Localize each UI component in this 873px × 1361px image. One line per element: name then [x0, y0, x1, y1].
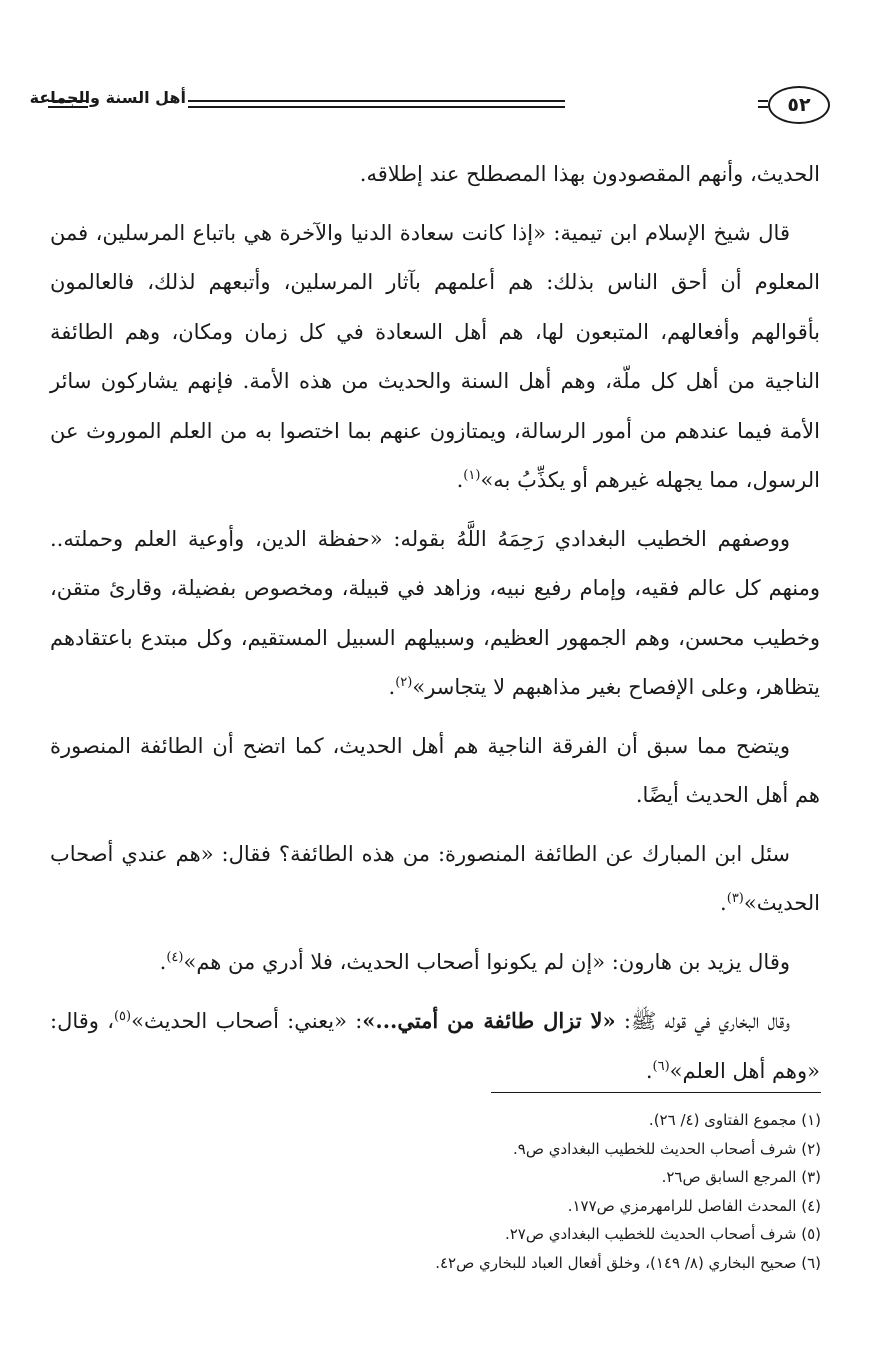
footnote-ref[interactable]: (٥): [113, 1009, 132, 1024]
paragraph-text: سئل ابن المبارك عن الطائفة المنصورة: من هذه الطائفة؟ فقال: «هم عندي أصحاب الحديث»: [50, 841, 820, 915]
footnote-ref[interactable]: (٦): [652, 1058, 670, 1074]
footnote: (٢) شرف أصحاب الحديث للخطيب البغدادي ص٩.: [513, 1139, 821, 1158]
footnote: (٤) المحدث الفاصل للرامهرمزي ص١٧٧.: [567, 1196, 821, 1215]
footnote: (٥) شرف أصحاب الحديث للخطيب البغدادي ص٢٧.: [504, 1225, 821, 1243]
paragraph-text: ويتضح مما سبق أن الفرقة الناجية هم أهل الحديث، كما اتضح أن الطائفة المنصورة هم أهل الحديث أيضًا.: [50, 733, 820, 807]
paragraph: [50, 722, 820, 821]
header-rule: [48, 100, 88, 108]
paragraph-text: : «يعني: أصحاب الحديث»: [131, 1009, 363, 1033]
page-header: [29, 86, 830, 130]
paragraph: [50, 515, 820, 713]
footnote: (٣) المرجع السابق ص٢٦.: [661, 1168, 821, 1186]
footnote-ref[interactable]: (٤): [166, 949, 184, 965]
paragraph: [50, 938, 820, 988]
paragraph-tail: .: [720, 891, 727, 915]
footnote-ref[interactable]: (٢): [395, 675, 413, 690]
hadith-quote: «لا تزال طائفة من أمتي...»: [362, 1008, 616, 1033]
footnote-ref[interactable]: (١): [463, 468, 481, 483]
paragraph-text: قال شيخ الإسلام ابن تيمية: «إذا كانت سعادة الدنيا والآخرة هي باتباع المرسلين، فمن المعلوم أن أحق الناس بذلك: هم أعلمهم بآثار المرسلين، وأتبعهم لذلك، فالعالمون بأقوالهم وأفعالهم، المتبعون لها، هم أهل السعادة في كل زمان ومكان، وهم الطائفة الناجية من أهل كل ملّة، وهم أهل السنة والحديث من هذه الأمة. فإنهم يشاركون سائر الأمة فيما عندهم من أمور الرسالة، ويمتازون عنهم بما اختصوا به من العلم الموروث عن الرسول، مما يجهله غيرهم أو يكذِّبُ به»: [50, 220, 820, 492]
paragraph-tail: .: [388, 675, 396, 699]
paragraph-tail: .: [645, 1058, 653, 1083]
footnote-separator: [491, 1092, 821, 1093]
footnotes: [51, 1106, 821, 1277]
paragraph: [50, 996, 820, 1096]
footnote-ref[interactable]: (٣): [726, 891, 744, 906]
paragraph: [50, 150, 820, 200]
main-text: [50, 150, 820, 1105]
paragraph-text: الحديث، وأنهم المقصودون بهذا المصطلح عند إطلاقه.: [359, 162, 820, 186]
paragraph-text: وقال البخاري في قوله ﷺ:: [615, 1009, 790, 1033]
running-title: أهل السنة والجماعة: [29, 88, 186, 107]
footnote: (١) مجموع الفتاوى (٤/ ٢٦).: [648, 1111, 821, 1129]
page-number: ٥٢: [768, 86, 830, 124]
header-rule: [188, 100, 565, 108]
paragraph-tail: .: [456, 468, 464, 492]
paragraph-text: ، وقال: «وهم أهل العلم»: [50, 1009, 820, 1083]
paragraph: [50, 209, 820, 506]
paragraph-text: ووصفهم الخطيب البغدادي رَحِمَهُ اللَّهُ بقوله: «حفظة الدين، وأوعية العلم وحملته.. ومنهم كل عالم فقيه، وإمام رفيع نبيه، وزاهد في قبيلة، ومخصوص بفضيلة، وقارئ متقن، وخطيب محسن، وهم الجمهور العظيم، وسبيلهم السبيل المستقيم، وكل مبتدع باعتقادهم يتظاهر، وعلى الإفصاح بغير مذاهبهم لا يتجاسر»: [50, 526, 820, 699]
paragraph-text: وقال يزيد بن هارون: «إن لم يكونوا أصحاب الحديث، فلا أدري من هم»: [183, 949, 790, 974]
paragraph: [50, 830, 820, 929]
footnote: (٦) صحيح البخاري (٨/ ١٤٩)، وخلق أفعال العباد للبخاري ص٤٢.: [435, 1253, 821, 1272]
paragraph-tail: .: [159, 949, 167, 974]
header-rule: [758, 100, 768, 108]
